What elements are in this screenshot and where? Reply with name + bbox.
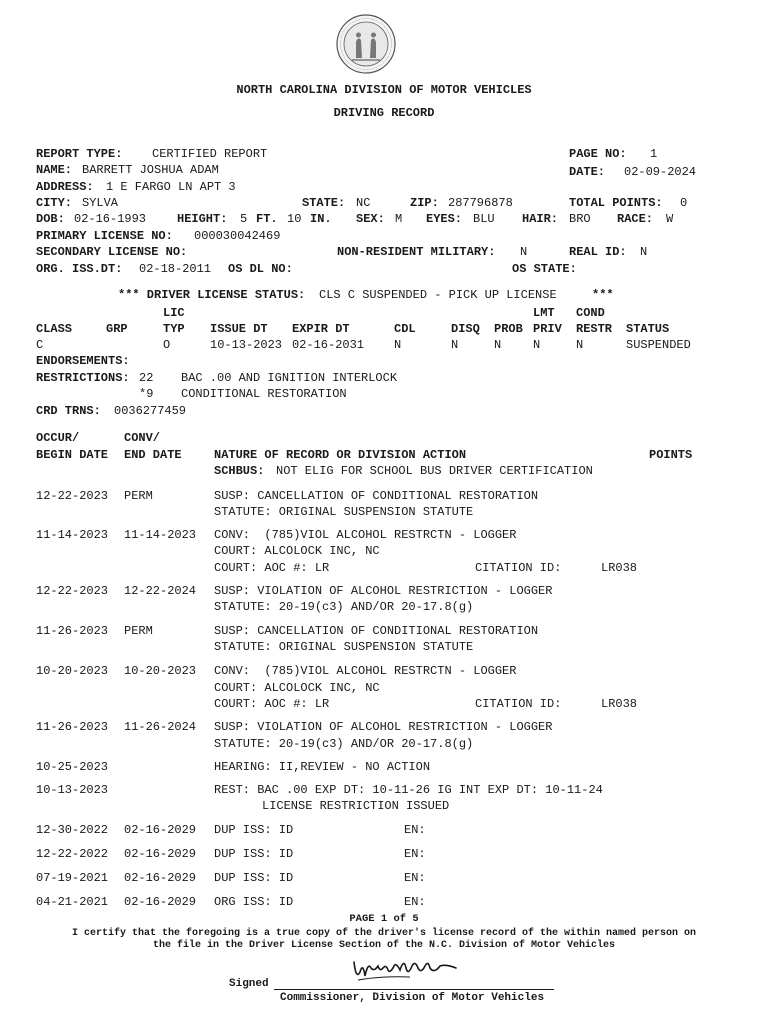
city-label: CITY: [36, 196, 73, 210]
zip-label: ZIP: [410, 196, 439, 210]
secondary-license-label: SECONDARY LICENSE NO: [36, 245, 188, 259]
col-restr: RESTR [576, 322, 613, 336]
city-value: SYLVA [82, 196, 119, 210]
citation-id-label: CITATION ID: [475, 697, 562, 711]
page-no-value: 1 [650, 147, 658, 161]
record-action: SUSP: CANCELLATION OF CONDITIONAL RESTORATION [214, 489, 539, 503]
col-disq: DISQ [451, 322, 480, 336]
record-en: EN: [404, 847, 426, 861]
col-status: STATUS [626, 322, 670, 336]
page-of: PAGE 1 of 5 [349, 913, 419, 925]
record-aoc: COURT: AOC #: LR [214, 697, 330, 711]
record-action: DUP ISS: ID [214, 823, 294, 837]
citation-id-label: CITATION ID: [475, 561, 562, 575]
record-detail: STATUTE: ORIGINAL SUSPENSION STATUTE [214, 640, 474, 654]
record-end-date: 02-16-2029 [124, 871, 197, 885]
license-prob: N [494, 338, 502, 352]
record-action: DUP ISS: ID [214, 871, 294, 885]
col-cdl: CDL [394, 322, 416, 336]
height-ft-value: 5 [240, 212, 248, 226]
col-prob: PROB [494, 322, 523, 336]
org-iss-label: ORG. ISS.DT: [36, 262, 123, 276]
record-action: DUP ISS: ID [214, 847, 294, 861]
record-begin-date: 10-13-2023 [36, 783, 109, 797]
zip-value: 287796878 [448, 196, 513, 210]
state-seal-icon [336, 14, 396, 74]
record-en: EN: [404, 871, 426, 885]
total-points-label: TOTAL POINTS: [569, 196, 663, 210]
signed-label: Signed [229, 978, 269, 990]
col-grp: GRP [106, 322, 128, 336]
record-begin-date: 12-22-2022 [36, 847, 109, 861]
record-court: COURT: ALCOLOCK INC, NC [214, 544, 380, 558]
license-status-value: SUSPENDED [626, 338, 691, 352]
os-state-label: OS STATE: [512, 262, 577, 276]
record-action: SUSP: VIOLATION OF ALCOHOL RESTRICTION - LOGGER [214, 584, 553, 598]
license-priv: N [533, 338, 541, 352]
license-typ: O [163, 338, 171, 352]
record-end-date: 12-22-2024 [124, 584, 197, 598]
record-begin-date: 11-26-2023 [36, 720, 109, 734]
record-begin-date: 12-30-2022 [36, 823, 109, 837]
head-nature: NATURE OF RECORD OR DIVISION ACTION [214, 448, 467, 462]
head-begin-date: BEGIN DATE [36, 448, 109, 462]
date-label: DATE: [569, 165, 606, 179]
license-issue-dt: 10-13-2023 [210, 338, 283, 352]
col-lmt-head: LMT [533, 306, 555, 320]
sex-value: M [395, 212, 403, 226]
license-status-text: CLS C SUSPENDED - PICK UP LICENSE [319, 288, 557, 302]
head-end-date: END DATE [124, 448, 182, 462]
agency-title: NORTH CAROLINA DIVISION OF MOTOR VEHICLES [236, 83, 532, 97]
restriction-2-text: CONDITIONAL RESTORATION [181, 387, 347, 401]
col-class: CLASS [36, 322, 73, 336]
record-action: SUSP: VIOLATION OF ALCOHOL RESTRICTION - LOGGER [214, 720, 553, 734]
license-disq: N [451, 338, 459, 352]
race-value: W [666, 212, 674, 226]
record-end-date: 02-16-2029 [124, 895, 197, 909]
real-id-label: REAL ID: [569, 245, 627, 259]
record-action: CONV: (785)VIOL ALCOHOL RESTRCTN - LOGGER [214, 528, 517, 542]
os-dl-label: OS DL NO: [228, 262, 293, 276]
dob-value: 02-16-1993 [74, 212, 147, 226]
citation-id-value: LR038 [601, 697, 638, 711]
height-ft-label: FT. [256, 212, 278, 226]
org-iss-value: 02-18-2011 [139, 262, 212, 276]
document-title: DRIVING RECORD [333, 106, 435, 120]
race-label: RACE: [617, 212, 654, 226]
height-in-value: 10 [287, 212, 302, 226]
primary-license-label: PRIMARY LICENSE NO: [36, 229, 173, 243]
restriction-1-code: 22 [139, 371, 154, 385]
license-class: C [36, 338, 44, 352]
record-detail: LICENSE RESTRICTION ISSUED [262, 799, 450, 813]
col-expir-dt: EXPIR DT [292, 322, 350, 336]
record-begin-date: 10-20-2023 [36, 664, 109, 678]
restriction-1-text: BAC .00 AND IGNITION INTERLOCK [181, 371, 398, 385]
col-typ: TYP [163, 322, 185, 336]
col-issue-dt: ISSUE DT [210, 322, 268, 336]
certification-line-2: the file in the Driver License Section of the N.C. Division of Motor Vehicles [152, 940, 616, 951]
eyes-value: BLU [473, 212, 495, 226]
certification-line-1: I certify that the foregoing is a true copy of the driver's license record of the within named person on [71, 928, 697, 939]
record-begin-date: 10-25-2023 [36, 760, 109, 774]
record-begin-date: 11-26-2023 [36, 624, 109, 638]
restrictions-label: RESTRICTIONS: [36, 371, 130, 385]
status-suffix: *** [592, 288, 614, 302]
record-court: COURT: ALCOLOCK INC, NC [214, 681, 380, 695]
report-type-label: REPORT TYPE: [36, 147, 123, 161]
address-label: ADDRESS: [36, 180, 94, 194]
record-end-date: PERM [124, 489, 153, 503]
record-end-date: 10-20-2023 [124, 664, 197, 678]
record-begin-date: 07-19-2021 [36, 871, 109, 885]
hair-label: HAIR: [522, 212, 559, 226]
sex-label: SEX: [356, 212, 385, 226]
state-label: STATE: [302, 196, 346, 210]
license-expir-dt: 02-16-2031 [292, 338, 365, 352]
record-end-date: 02-16-2029 [124, 823, 197, 837]
name-label: NAME: [36, 163, 73, 177]
height-label: HEIGHT: [177, 212, 228, 226]
record-en: EN: [404, 895, 426, 909]
real-id-value: N [640, 245, 648, 259]
eyes-label: EYES: [426, 212, 463, 226]
record-detail: STATUTE: 20-19(c3) AND/OR 20-17.8(g) [214, 737, 474, 751]
restriction-2-code: *9 [139, 387, 154, 401]
signer-title: Commissioner, Division of Motor Vehicles [280, 992, 545, 1004]
record-en: EN: [404, 823, 426, 837]
head-conv: CONV/ [124, 431, 161, 445]
record-begin-date: 11-14-2023 [36, 528, 109, 542]
record-end-date: PERM [124, 624, 153, 638]
record-action: ORG ISS: ID [214, 895, 294, 909]
record-action: CONV: (785)VIOL ALCOHOL RESTRCTN - LOGGER [214, 664, 517, 678]
hair-value: BRO [569, 212, 591, 226]
schbus-label: SCHBUS: [214, 464, 265, 478]
col-lic-head: LIC [163, 306, 185, 320]
non-resident-value: N [520, 245, 528, 259]
record-detail: STATUTE: 20-19(c3) AND/OR 20-17.8(g) [214, 600, 474, 614]
non-resident-label: NON-RESIDENT MILITARY: [337, 245, 496, 259]
status-prefix: *** DRIVER LICENSE STATUS: [118, 288, 306, 302]
col-cond-head: COND [576, 306, 605, 320]
address-value: 1 E FARGO LN APT 3 [106, 180, 236, 194]
license-restr: N [576, 338, 584, 352]
page-no-label: PAGE NO: [569, 147, 627, 161]
record-action: SUSP: CANCELLATION OF CONDITIONAL RESTORATION [214, 624, 539, 638]
citation-id-value: LR038 [601, 561, 638, 575]
record-aoc: COURT: AOC #: LR [214, 561, 330, 575]
signature-line [274, 989, 554, 990]
head-points: POINTS [649, 448, 693, 462]
record-detail: STATUTE: ORIGINAL SUSPENSION STATUTE [214, 505, 474, 519]
total-points-value: 0 [680, 196, 688, 210]
height-in-label: IN. [310, 212, 332, 226]
endorsements-label: ENDORSEMENTS: [36, 354, 130, 368]
license-cdl: N [394, 338, 402, 352]
record-end-date: 11-26-2024 [124, 720, 197, 734]
report-type-value: CERTIFIED REPORT [152, 147, 268, 161]
record-begin-date: 12-22-2023 [36, 584, 109, 598]
dob-label: DOB: [36, 212, 65, 226]
record-begin-date: 04-21-2021 [36, 895, 109, 909]
name-value: BARRETT JOSHUA ADAM [82, 163, 219, 177]
record-action: REST: BAC .00 EXP DT: 10-11-26 IG INT EXP DT: 10-11-24 [214, 783, 603, 797]
primary-license-value: 000030042469 [194, 229, 281, 243]
record-end-date: 02-16-2029 [124, 847, 197, 861]
record-action: HEARING: II,REVIEW - NO ACTION [214, 760, 431, 774]
col-priv: PRIV [533, 322, 562, 336]
date-value: 02-09-2024 [624, 165, 697, 179]
record-end-date: 11-14-2023 [124, 528, 197, 542]
head-occur: OCCUR/ [36, 431, 80, 445]
crd-trns-label: CRD TRNS: [36, 404, 101, 418]
state-value: NC [356, 196, 371, 210]
record-begin-date: 12-22-2023 [36, 489, 109, 503]
signature-icon [350, 950, 460, 988]
schbus-value: NOT ELIG FOR SCHOOL BUS DRIVER CERTIFICATION [276, 464, 593, 478]
crd-trns-value: 0036277459 [114, 404, 187, 418]
